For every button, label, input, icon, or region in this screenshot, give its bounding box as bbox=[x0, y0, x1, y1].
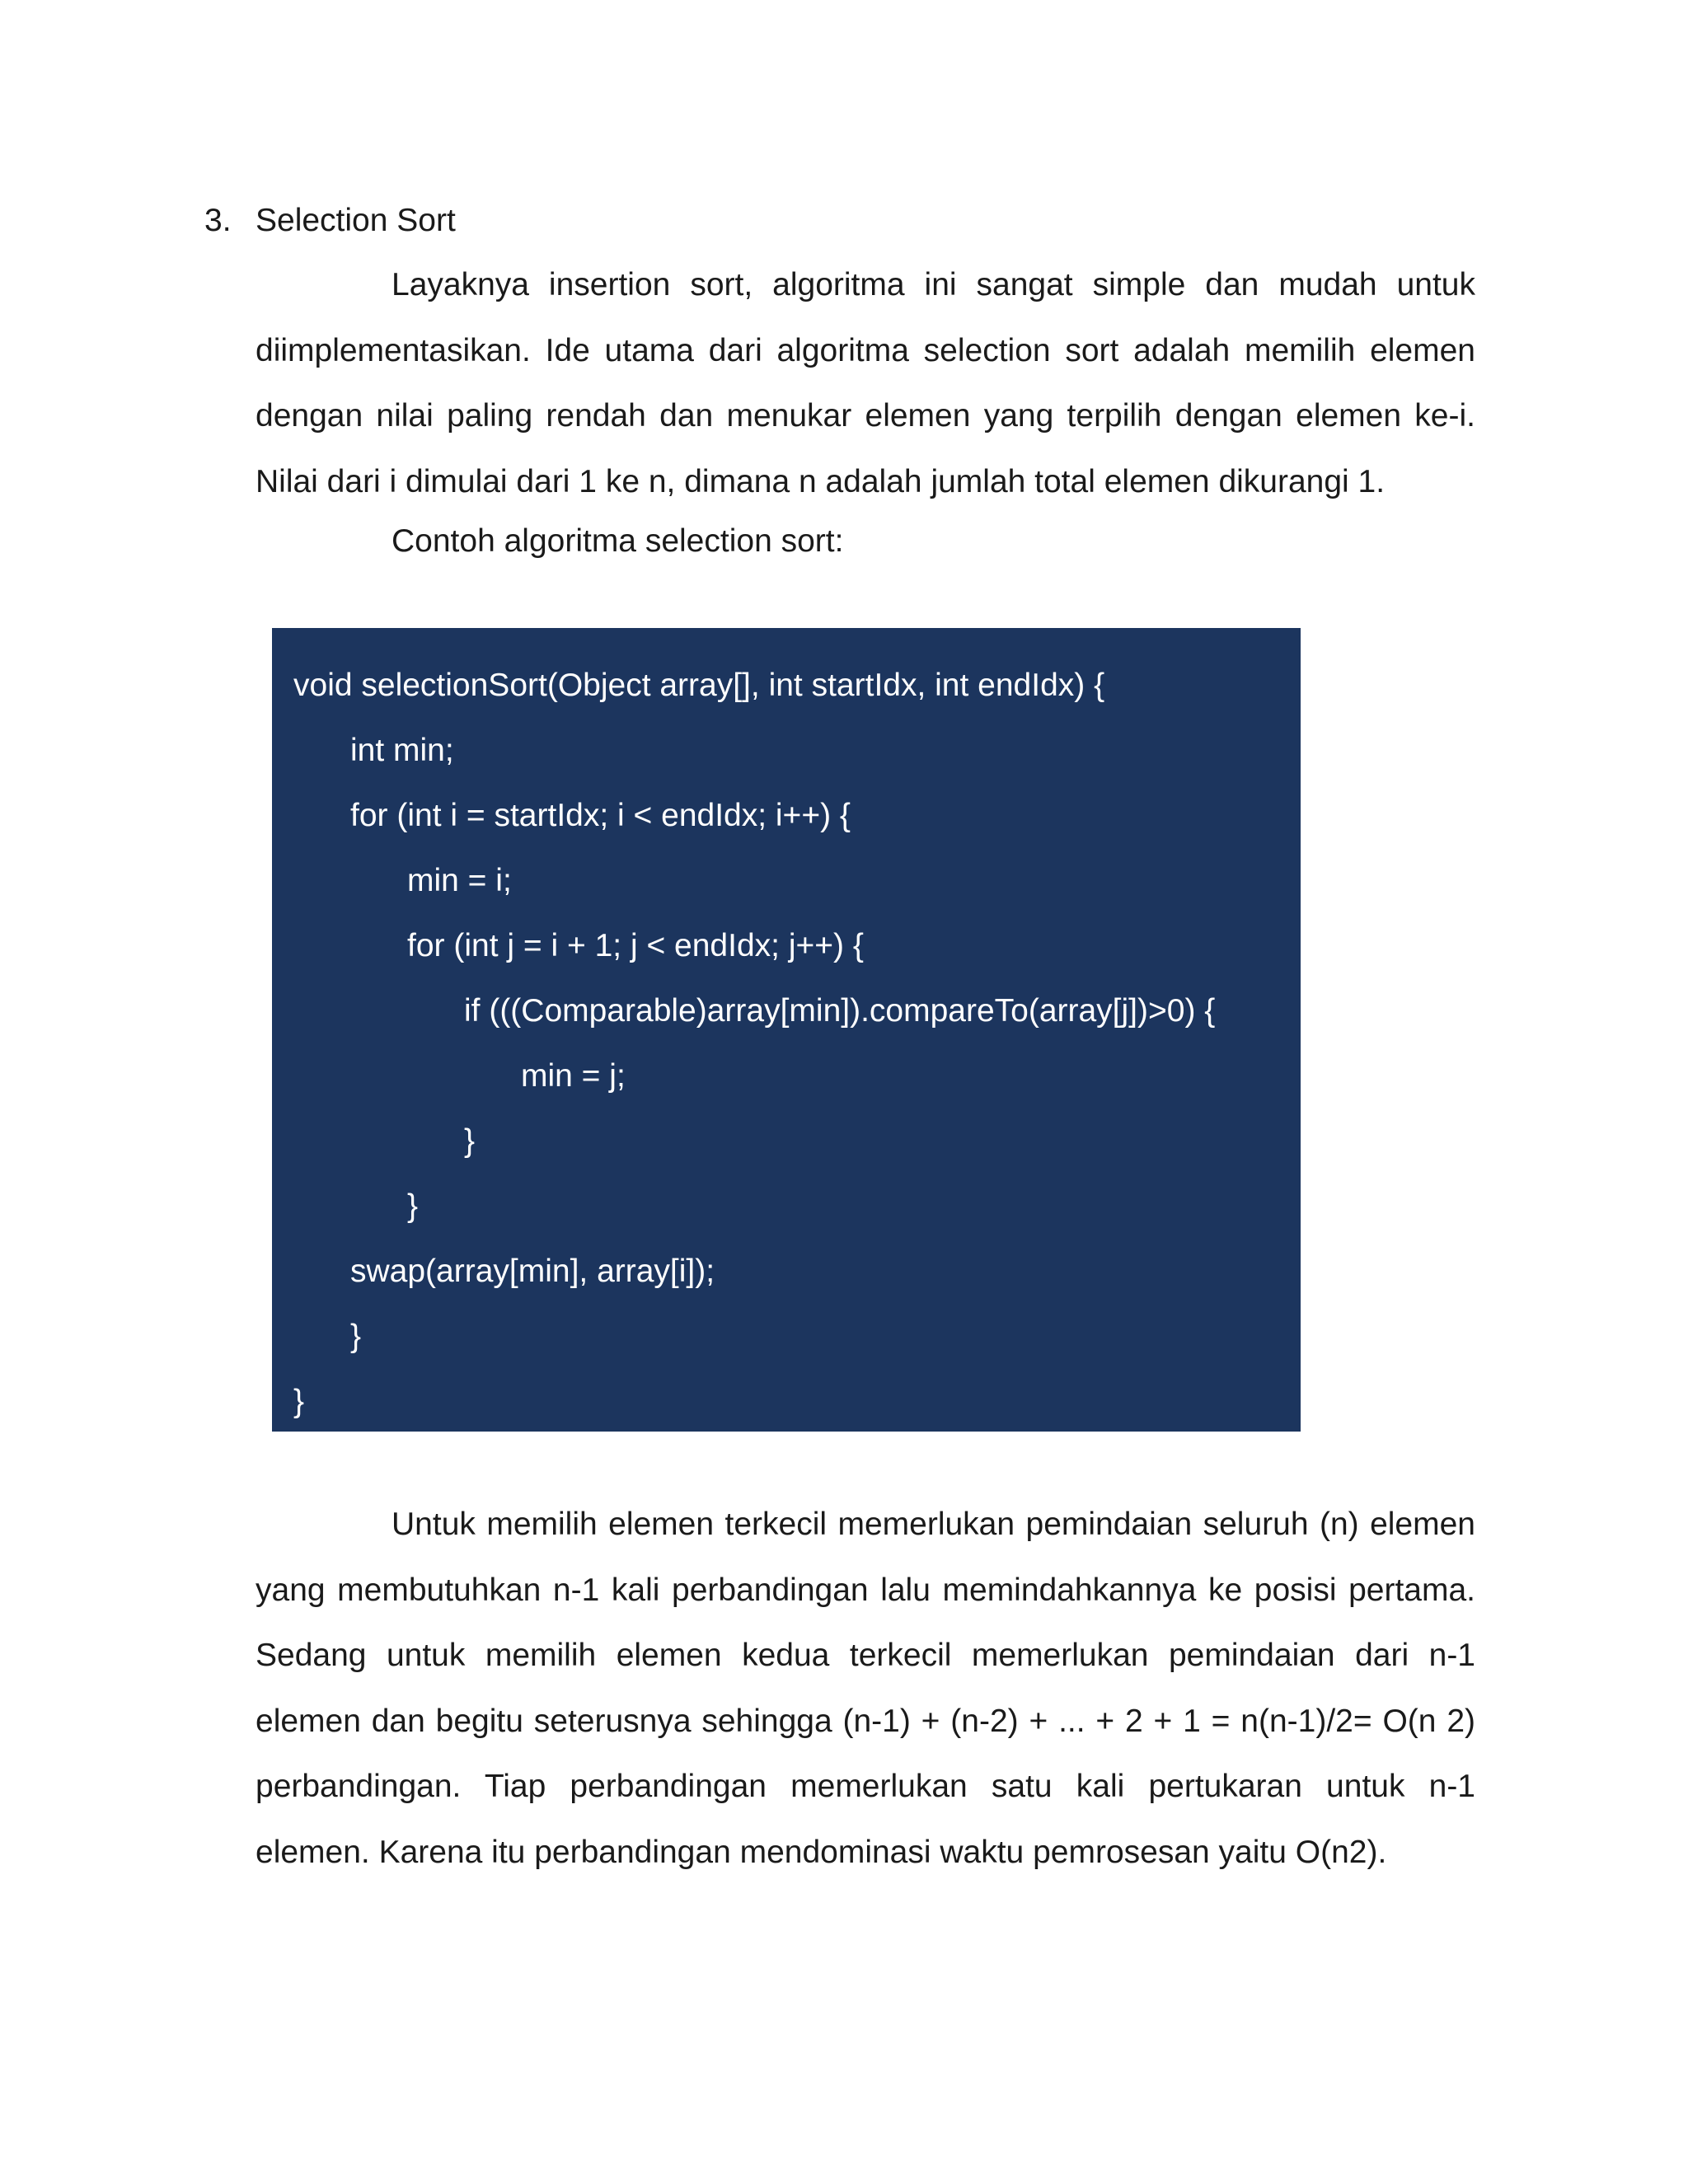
code-line: } bbox=[350, 1319, 362, 1354]
code-line: void selectionSort(Object array[], int startIdx, int endIdx) { bbox=[293, 668, 1105, 703]
example-lead-text: Contoh algoritma selection sort: bbox=[392, 523, 844, 559]
code-line: if (((Comparable)array[min]).compareTo(array[j])>0) { bbox=[464, 993, 1216, 1029]
code-block bbox=[272, 628, 1301, 1432]
code-line: } bbox=[293, 1384, 305, 1419]
intro-paragraph bbox=[256, 252, 1475, 514]
intro-paragraph-text: Layaknya insertion sort, algoritma ini sangat simple dan mudah untuk diimplementasikan. Ide utama dari algoritma selection sort adalah memilih elemen dengan nilai paling rendah dan menukar elemen yang terpilih dengan elemen ke-i. Nilai dari i dimulai dari 1 ke n, dimana n adalah jumlah total elemen dikurangi 1. bbox=[256, 267, 1475, 499]
outro-paragraph-text: Untuk memilih elemen terkecil memerlukan pemindaian seluruh (n) elemen yang membutuhkan n-1 kali perbandingan lalu memindahkannya ke posisi pertama. Sedang untuk memilih elemen kedua terkecil memerlukan pemindaian dari n-1 elemen dan begitu seterusnya sehingga (n-1) + (n-2) + ... + 2 + 1 = n(n-1)/2= O(n 2) perbandingan. Tiap perbandingan memerlukan satu kali pertukaran untuk n-1 elemen. Karena itu perbandingan mendominasi waktu pemrosesan yaitu O(n2). bbox=[256, 1507, 1475, 1870]
code-line: } bbox=[464, 1123, 476, 1159]
code-line: int min; bbox=[350, 733, 454, 768]
code-line: for (int j = i + 1; j < endIdx; j++) { bbox=[407, 928, 864, 963]
code-line: swap(array[min], array[i]); bbox=[350, 1254, 715, 1289]
code-line: } bbox=[407, 1188, 419, 1224]
code-line: min = j; bbox=[521, 1058, 626, 1094]
code-line: for (int i = startIdx; i < endIdx; i++) { bbox=[350, 798, 851, 833]
section-title: Selection Sort bbox=[256, 203, 456, 238]
section-number: 3. bbox=[204, 203, 232, 238]
code-line: min = i; bbox=[407, 863, 512, 898]
outro-paragraph bbox=[256, 1492, 1475, 1885]
section-heading bbox=[204, 196, 456, 246]
